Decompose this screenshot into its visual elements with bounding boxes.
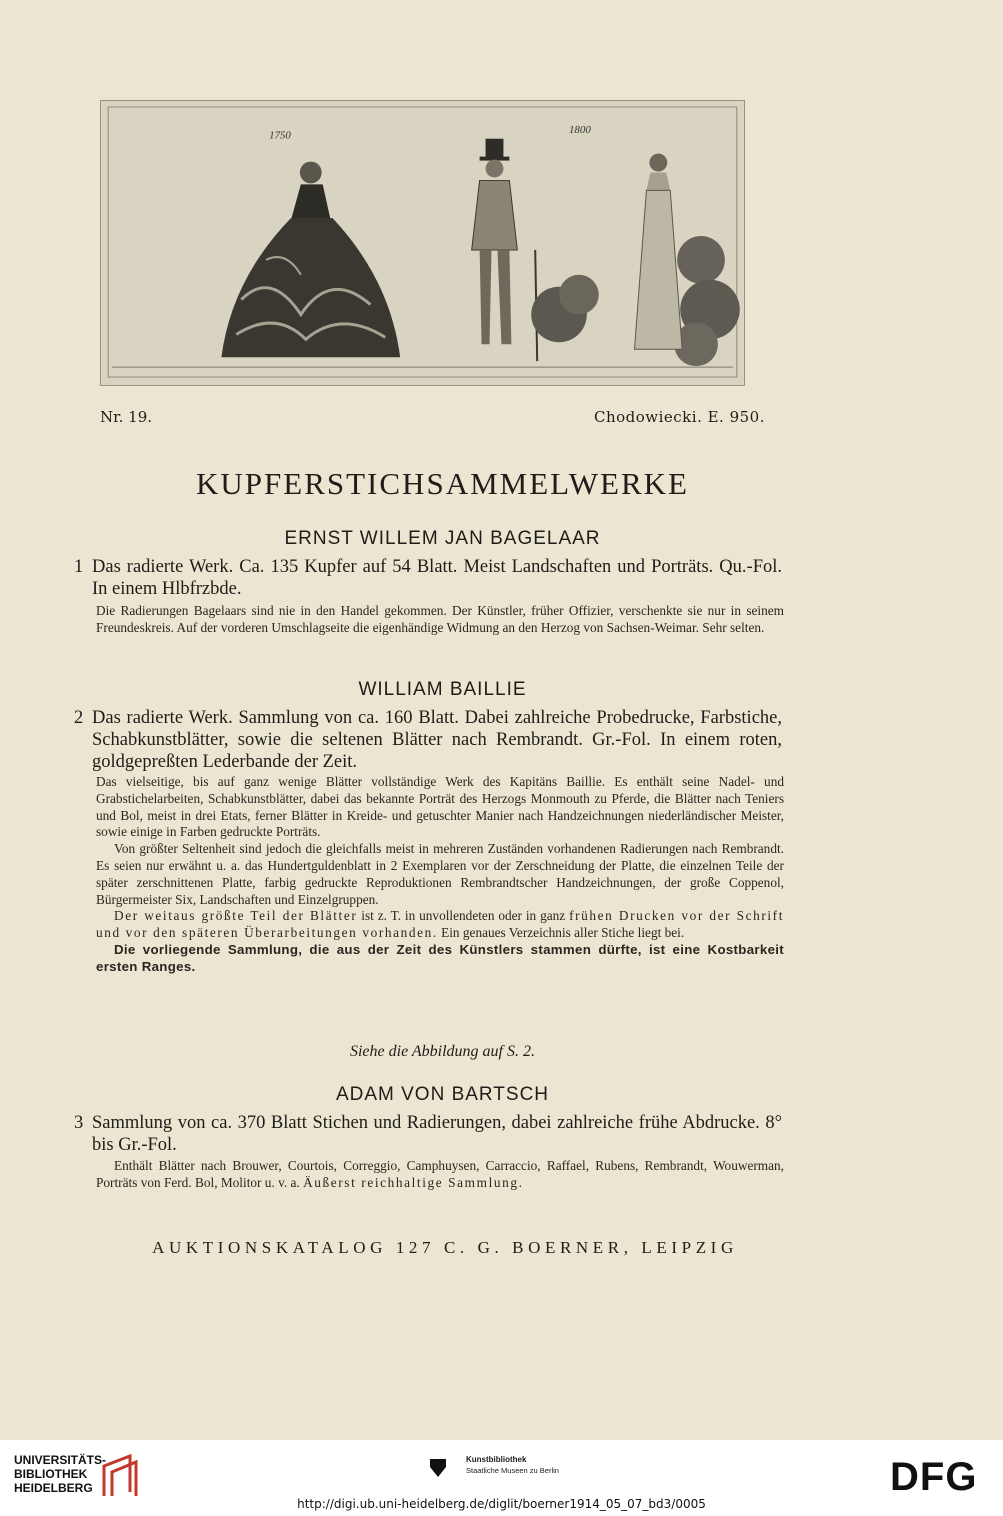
entry-2 — [74, 707, 782, 773]
plate-artist-caption: Chodowiecki. E. 950. — [593, 408, 765, 426]
see-illustration-reference: Siehe die Abbildung auf S. 2. — [349, 1043, 535, 1060]
section-heading-bagelaar: ERNST WILLEM JAN BAGELAAR — [284, 528, 601, 549]
dfg-logo[interactable]: DFG — [890, 1455, 978, 1499]
kb-name: Kunstbibliothek — [466, 1455, 527, 1464]
note-paragraph-2: Von größter Seltenheit sind jedoch die gleichfalls meist in mehreren Zuständen vorhandenen Radierungen nach Rembrandt. Es seien nur erwähnt u. a. das Hundertguldenblatt in 2 Exemplaren vor der Zerschneidung der Platte, die einzelnen Teile der später zerschnittenen Platte, farbig gedruckte Reproduktionen Rembrandtscher Handzeichnungen, der große Coppenol, Bürgermeister Six, Landschaften und Einzelgruppen. — [96, 841, 784, 907]
catalog-footer: AUKTIONSKATALOG 127 C. G. BOERNER, LEIPZIG — [152, 1238, 738, 1257]
page-title: KUPFERSTICHSAMMELWERKE — [196, 466, 689, 501]
section-heading-bartsch: ADAM VON BARTSCH — [335, 1084, 550, 1105]
entry-text: Das radierte Werk. Sammlung von ca. 160 Blatt. Dabei zahlreiche Probedrucke, Farbstiche, Schabkunstblätter, sowie die seltenen Blätter nach Rembrandt. Gr.-Fol. In einem roten, goldgepreßten Lederbande der Zeit. — [92, 708, 782, 772]
engraving-plate — [100, 100, 745, 386]
note-highlight: Die vorliegende Sammlung, die aus der Zeit des Künstlers stammen dürfte, ist eine Kostbarkeit ersten Ranges. — [96, 941, 784, 974]
entry-number: 2 — [74, 708, 84, 728]
note-text: Ein genaues Verzeichnis aller Stiche liegt bei. — [437, 925, 685, 941]
entry-number: 3 — [74, 1113, 84, 1133]
ub-heidelberg-logo[interactable] — [14, 1453, 106, 1495]
note-text: ist z. T. in unvollendeten oder in ganz — [357, 908, 570, 924]
logo-line: BIBLIOTHEK — [14, 1467, 88, 1481]
entry-1 — [74, 556, 782, 600]
note-text: Enthält Blätter nach Brouwer, Courtois, Correggio, Camphuysen, Carraccio, Raffael, Rubens, Rembrandt, Wouwerman, Porträts von Ferd. Bol, Molitor u. v. a. — [96, 1158, 784, 1190]
plate-number-caption: Nr. 19. — [100, 408, 153, 426]
entry-3 — [74, 1112, 782, 1156]
note-spaced-text: Äußerst reichhaltige Sammlung. — [303, 1174, 524, 1190]
plate-year-right: 1800 — [568, 123, 591, 136]
section-heading-baillie: WILLIAM BAILLIE — [358, 679, 527, 700]
entry-1-note — [96, 603, 784, 637]
plate-year-left: 1750 — [269, 129, 291, 142]
logo-line: UNIVERSITÄTS- — [14, 1453, 107, 1467]
kb-subtitle: Staatliche Museen zu Berlin — [466, 1466, 559, 1475]
note-text — [96, 1158, 784, 1192]
note-spaced-text: frühen Drucken vor der Schrift und vor den späteren Überarbeitungen vorhanden. — [96, 908, 784, 941]
source-url-link[interactable]: http://digi.ub.uni-heidelberg.de/diglit/boerner1914_05_07_bd3/0005 — [297, 1497, 706, 1511]
note-paragraph-1: Das vielseitige, bis auf ganz wenige Blätter vollständige Werk des Kapitäns Baillie. Es enthält seine Nadel- und Grabstichelarbeiten, Schabkunstblätter, dabei das bekannte Porträt des Herzogs Monmouth zu Pferde, die Blätter nach Teniers und Bol, meist in drei Etats, ferner Blätter in Kreide- und getuschter Manier nach Handzeichnungen niederländischer Meister, sowie einige in Farben gedruckte Porträts. — [96, 774, 784, 840]
note-text: Die Radierungen Bagelaars sind nie in den Handel gekommen. Der Künstler, früher Offizier, verschenkte sie nur in seinem Freundeskreis. Auf der vorderen Umschlagseite die eigenhändige Widmung an den Herzog von Sachsen-Weimar. Sehr selten. — [96, 603, 784, 635]
entry-text: Sammlung von ca. 370 Blatt Stichen und Radierungen, dabei zahlreiche frühe Abdrucke. 8° bis Gr.-Fol. — [92, 1113, 782, 1155]
entry-text: Das radierte Werk. Ca. 135 Kupfer auf 54 Blatt. Meist Landschaften und Porträts. Qu.-Fol. In einem Hlbfrzbde. — [92, 557, 782, 599]
ub-heidelberg-emblem-icon — [100, 1452, 140, 1500]
engraving-figures-image — [101, 101, 744, 385]
note-paragraph-3 — [96, 908, 784, 942]
entry-number: 1 — [74, 557, 84, 577]
kunstbibliothek-emblem-icon — [428, 1457, 448, 1479]
note-spaced-text: Der weitaus größte Teil der Blätter — [114, 908, 358, 924]
entry-3-note — [96, 1158, 784, 1192]
logo-line: HEIDELBERG — [14, 1481, 93, 1495]
entry-2-note — [96, 774, 784, 976]
